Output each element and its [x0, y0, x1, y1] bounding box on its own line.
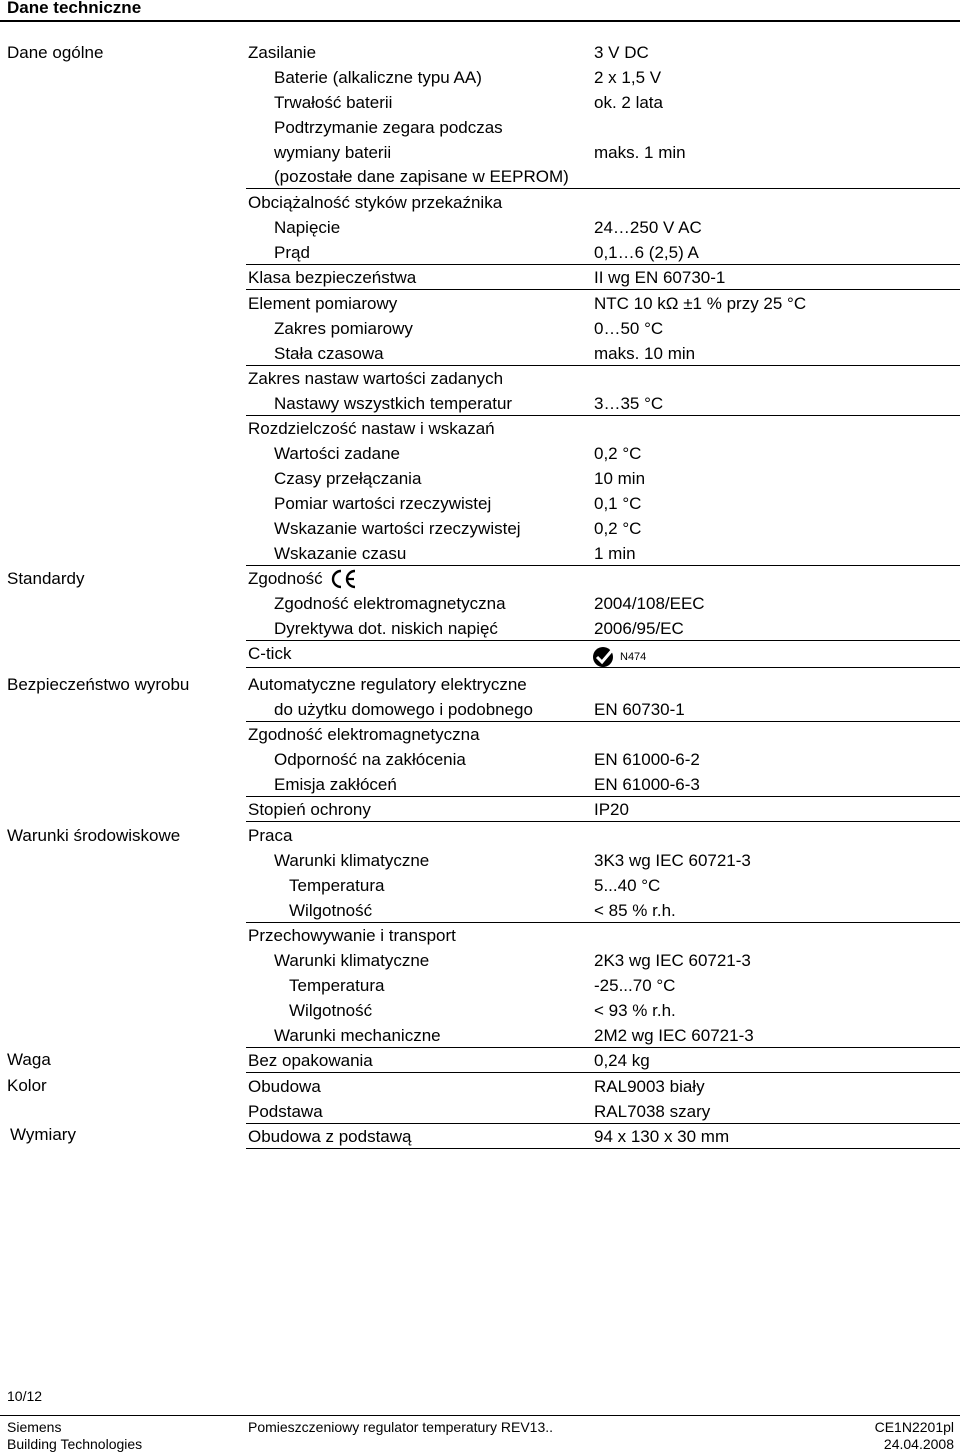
- spec-row: [246, 468, 960, 492]
- c-tick-number: N474: [620, 651, 647, 663]
- spec-value: 2K3 wg IEC 60721-3: [594, 951, 751, 970]
- row-divider: [246, 721, 960, 722]
- spec-row: [246, 1101, 960, 1125]
- spec-label: Zgodność: [248, 569, 323, 588]
- spec-value: 3…35 °C: [594, 394, 664, 413]
- spec-row: [246, 774, 960, 798]
- spec-label: Wskazanie wartości rzeczywistej: [274, 519, 521, 538]
- spec-row: [246, 368, 960, 392]
- section-environment: Warunki środowiskowe: [7, 826, 181, 845]
- row-divider: [246, 264, 960, 265]
- c-tick-mark: [592, 646, 652, 668]
- row-divider: [246, 922, 960, 923]
- spec-value: 3K3 wg IEC 60721-3: [594, 851, 751, 870]
- row-divider: [246, 667, 960, 668]
- spec-label: Baterie (alkaliczne typu AA): [274, 68, 482, 87]
- spec-row: [246, 42, 960, 66]
- spec-label: Klasa bezpieczeństwa: [248, 268, 417, 287]
- spec-row: [246, 850, 960, 874]
- spec-label: Zasilanie: [248, 43, 317, 62]
- spec-label: Temperatura: [289, 876, 385, 895]
- spec-label: Zgodność elektromagnetyczna: [248, 725, 480, 744]
- spec-value: 1 min: [594, 544, 636, 563]
- section-standards: Standardy: [7, 569, 85, 588]
- spec-label: Prąd: [274, 243, 310, 262]
- spec-value: IP20: [594, 800, 629, 819]
- spec-row: [246, 699, 960, 723]
- spec-row: [246, 393, 960, 417]
- spec-row: [246, 293, 960, 317]
- row-divider: [246, 1072, 960, 1073]
- title-divider: [0, 20, 960, 22]
- spec-row: [246, 568, 960, 592]
- footer-document-title: Pomieszczeniowy regulator temperatury REV13..: [248, 1419, 554, 1435]
- spec-row: [246, 543, 960, 567]
- spec-row: [246, 674, 960, 698]
- row-divider: [246, 640, 960, 641]
- row-divider: [246, 415, 960, 416]
- spec-label: Zakres nastaw wartości zadanych: [248, 369, 504, 388]
- footer-division: Building Technologies: [7, 1436, 143, 1452]
- spec-label: Warunki klimatyczne: [274, 951, 430, 970]
- spec-value: 2006/95/EC: [594, 619, 684, 638]
- spec-value: < 85 % r.h.: [594, 901, 676, 920]
- spec-value: II wg EN 60730-1: [594, 268, 726, 287]
- spec-value: EN 61000-6-3: [594, 775, 700, 794]
- spec-label: (pozostałe dane zapisane w EEPROM): [274, 167, 569, 186]
- spec-row: [246, 724, 960, 748]
- spec-label: Napięcie: [274, 218, 341, 237]
- page-title: Dane techniczne: [7, 0, 142, 17]
- spec-value: 0,1…6 (2,5) A: [594, 243, 699, 262]
- spec-value: RAL7038 szary: [594, 1102, 711, 1121]
- spec-value: 94 x 130 x 30 mm: [594, 1127, 730, 1146]
- footer-divider: [0, 1415, 960, 1416]
- spec-label: Obudowa: [248, 1077, 321, 1096]
- section-dimensions: Wymiary: [10, 1125, 76, 1144]
- spec-value: -25...70 °C: [594, 976, 676, 995]
- spec-label: Temperatura: [289, 976, 385, 995]
- spec-row: [246, 117, 960, 141]
- spec-label: Podstawa: [248, 1102, 323, 1121]
- spec-row: [246, 418, 960, 442]
- spec-label: do użytku domowego i podobnego: [274, 700, 533, 719]
- spec-row: [246, 318, 960, 342]
- row-divider: [246, 1047, 960, 1048]
- spec-value: 3 V DC: [594, 43, 649, 62]
- spec-row: [246, 242, 960, 266]
- spec-row: [246, 900, 960, 924]
- row-divider: [246, 289, 960, 290]
- spec-label: Rozdzielczość nastaw i wskazań: [248, 419, 495, 438]
- spec-row: [246, 1076, 960, 1100]
- spec-value: EN 61000-6-2: [594, 750, 700, 769]
- spec-value: 0,2 °C: [594, 519, 642, 538]
- spec-label: Obciążalność styków przekaźnika: [248, 193, 503, 212]
- spec-label: Wskazanie czasu: [274, 544, 407, 563]
- spec-label: Stała czasowa: [274, 344, 384, 363]
- spec-label: Warunki klimatyczne: [274, 851, 430, 870]
- spec-row: [246, 749, 960, 773]
- spec-row: [246, 493, 960, 517]
- row-divider: [246, 188, 960, 189]
- spec-value: NTC 10 kΩ ±1 % przy 25 °C: [594, 294, 807, 313]
- section-weight: Waga: [7, 1050, 51, 1069]
- spec-row: [246, 443, 960, 467]
- spec-value: 0,1 °C: [594, 494, 642, 513]
- spec-label: Czasy przełączania: [274, 469, 422, 488]
- spec-row: [246, 1000, 960, 1024]
- spec-value: 2004/108/EEC: [594, 594, 705, 613]
- spec-value: < 93 % r.h.: [594, 1001, 676, 1020]
- spec-value: 2M2 wg IEC 60721-3: [594, 1026, 754, 1045]
- spec-row: [246, 67, 960, 91]
- spec-value: 24…250 V AC: [594, 218, 702, 237]
- spec-row: [246, 343, 960, 367]
- spec-label: Warunki mechaniczne: [274, 1026, 441, 1045]
- spec-row: [246, 875, 960, 899]
- footer-date: 24.04.2008: [883, 1436, 954, 1452]
- spec-row: [246, 92, 960, 116]
- spec-label: Bez opakowania: [248, 1051, 373, 1070]
- spec-label: Element pomiarowy: [248, 294, 398, 313]
- spec-row: [246, 643, 960, 667]
- spec-value: 0…50 °C: [594, 319, 664, 338]
- spec-label: Automatyczne regulatory elektryczne: [248, 675, 527, 694]
- row-divider: [246, 365, 960, 366]
- spec-label: Podtrzymanie zegara podczas: [274, 118, 503, 137]
- spec-row: [246, 825, 960, 849]
- spec-label: Stopień ochrony: [248, 800, 371, 819]
- spec-row: [246, 192, 960, 216]
- spec-label: Praca: [248, 826, 293, 845]
- spec-row: [246, 1050, 960, 1074]
- spec-label: Wilgotność: [289, 901, 373, 920]
- footer-document-code: CE1N2201pl: [874, 1419, 954, 1435]
- spec-row: [246, 975, 960, 999]
- spec-value: maks. 10 min: [594, 344, 696, 363]
- spec-label: Przechowywanie i transport: [248, 926, 456, 945]
- spec-row: [246, 950, 960, 974]
- ce-mark-icon: [330, 569, 358, 589]
- spec-label: Obudowa z podstawą: [248, 1127, 412, 1146]
- spec-label: Zakres pomiarowy: [274, 319, 413, 338]
- row-divider: [246, 796, 960, 797]
- spec-row: [246, 925, 960, 949]
- spec-row: [246, 166, 960, 190]
- row-divider: [246, 821, 960, 822]
- spec-row: [246, 618, 960, 642]
- spec-value: RAL9003 biały: [594, 1077, 705, 1096]
- spec-row: [246, 267, 960, 291]
- row-divider: [246, 1123, 960, 1124]
- spec-value: 5...40 °C: [594, 876, 661, 895]
- row-divider: [246, 1148, 960, 1149]
- spec-value: EN 60730-1: [594, 700, 685, 719]
- spec-row: [246, 799, 960, 823]
- spec-label: Trwałość baterii: [274, 93, 393, 112]
- spec-label: C-tick: [248, 644, 292, 663]
- spec-label: Odporność na zakłócenia: [274, 750, 466, 769]
- spec-label: Emisja zakłóceń: [274, 775, 397, 794]
- spec-label: wymiany baterii: [274, 143, 392, 162]
- c-tick-mark-icon: [592, 646, 618, 668]
- spec-value: maks. 1 min: [594, 143, 686, 162]
- section-general: Dane ogólne: [7, 43, 104, 62]
- section-safety: Bezpieczeństwo wyrobu: [7, 675, 190, 694]
- spec-row: [246, 1025, 960, 1049]
- section-color: Kolor: [7, 1076, 47, 1095]
- spec-value: 0,24 kg: [594, 1051, 650, 1070]
- spec-value: ok. 2 lata: [594, 93, 663, 112]
- spec-row: [246, 518, 960, 542]
- spec-row: [246, 142, 960, 166]
- spec-row: [246, 217, 960, 241]
- spec-label: Pomiar wartości rzeczywistej: [274, 494, 492, 513]
- spec-value: 0,2 °C: [594, 444, 642, 463]
- spec-label: Zgodność elektromagnetyczna: [274, 594, 506, 613]
- footer-company: Siemens: [7, 1419, 62, 1435]
- spec-label: Wartości zadane: [274, 444, 400, 463]
- spec-row: [246, 1126, 960, 1150]
- spec-label: Dyrektywa dot. niskich napięć: [274, 619, 498, 638]
- spec-value: 2 x 1,5 V: [594, 68, 662, 87]
- spec-label: Nastawy wszystkich temperatur: [274, 394, 513, 413]
- spec-label: Wilgotność: [289, 1001, 373, 1020]
- spec-value: 10 min: [594, 469, 646, 488]
- page-number: 10/12: [7, 1388, 43, 1404]
- row-divider: [246, 565, 960, 566]
- spec-row: [246, 593, 960, 617]
